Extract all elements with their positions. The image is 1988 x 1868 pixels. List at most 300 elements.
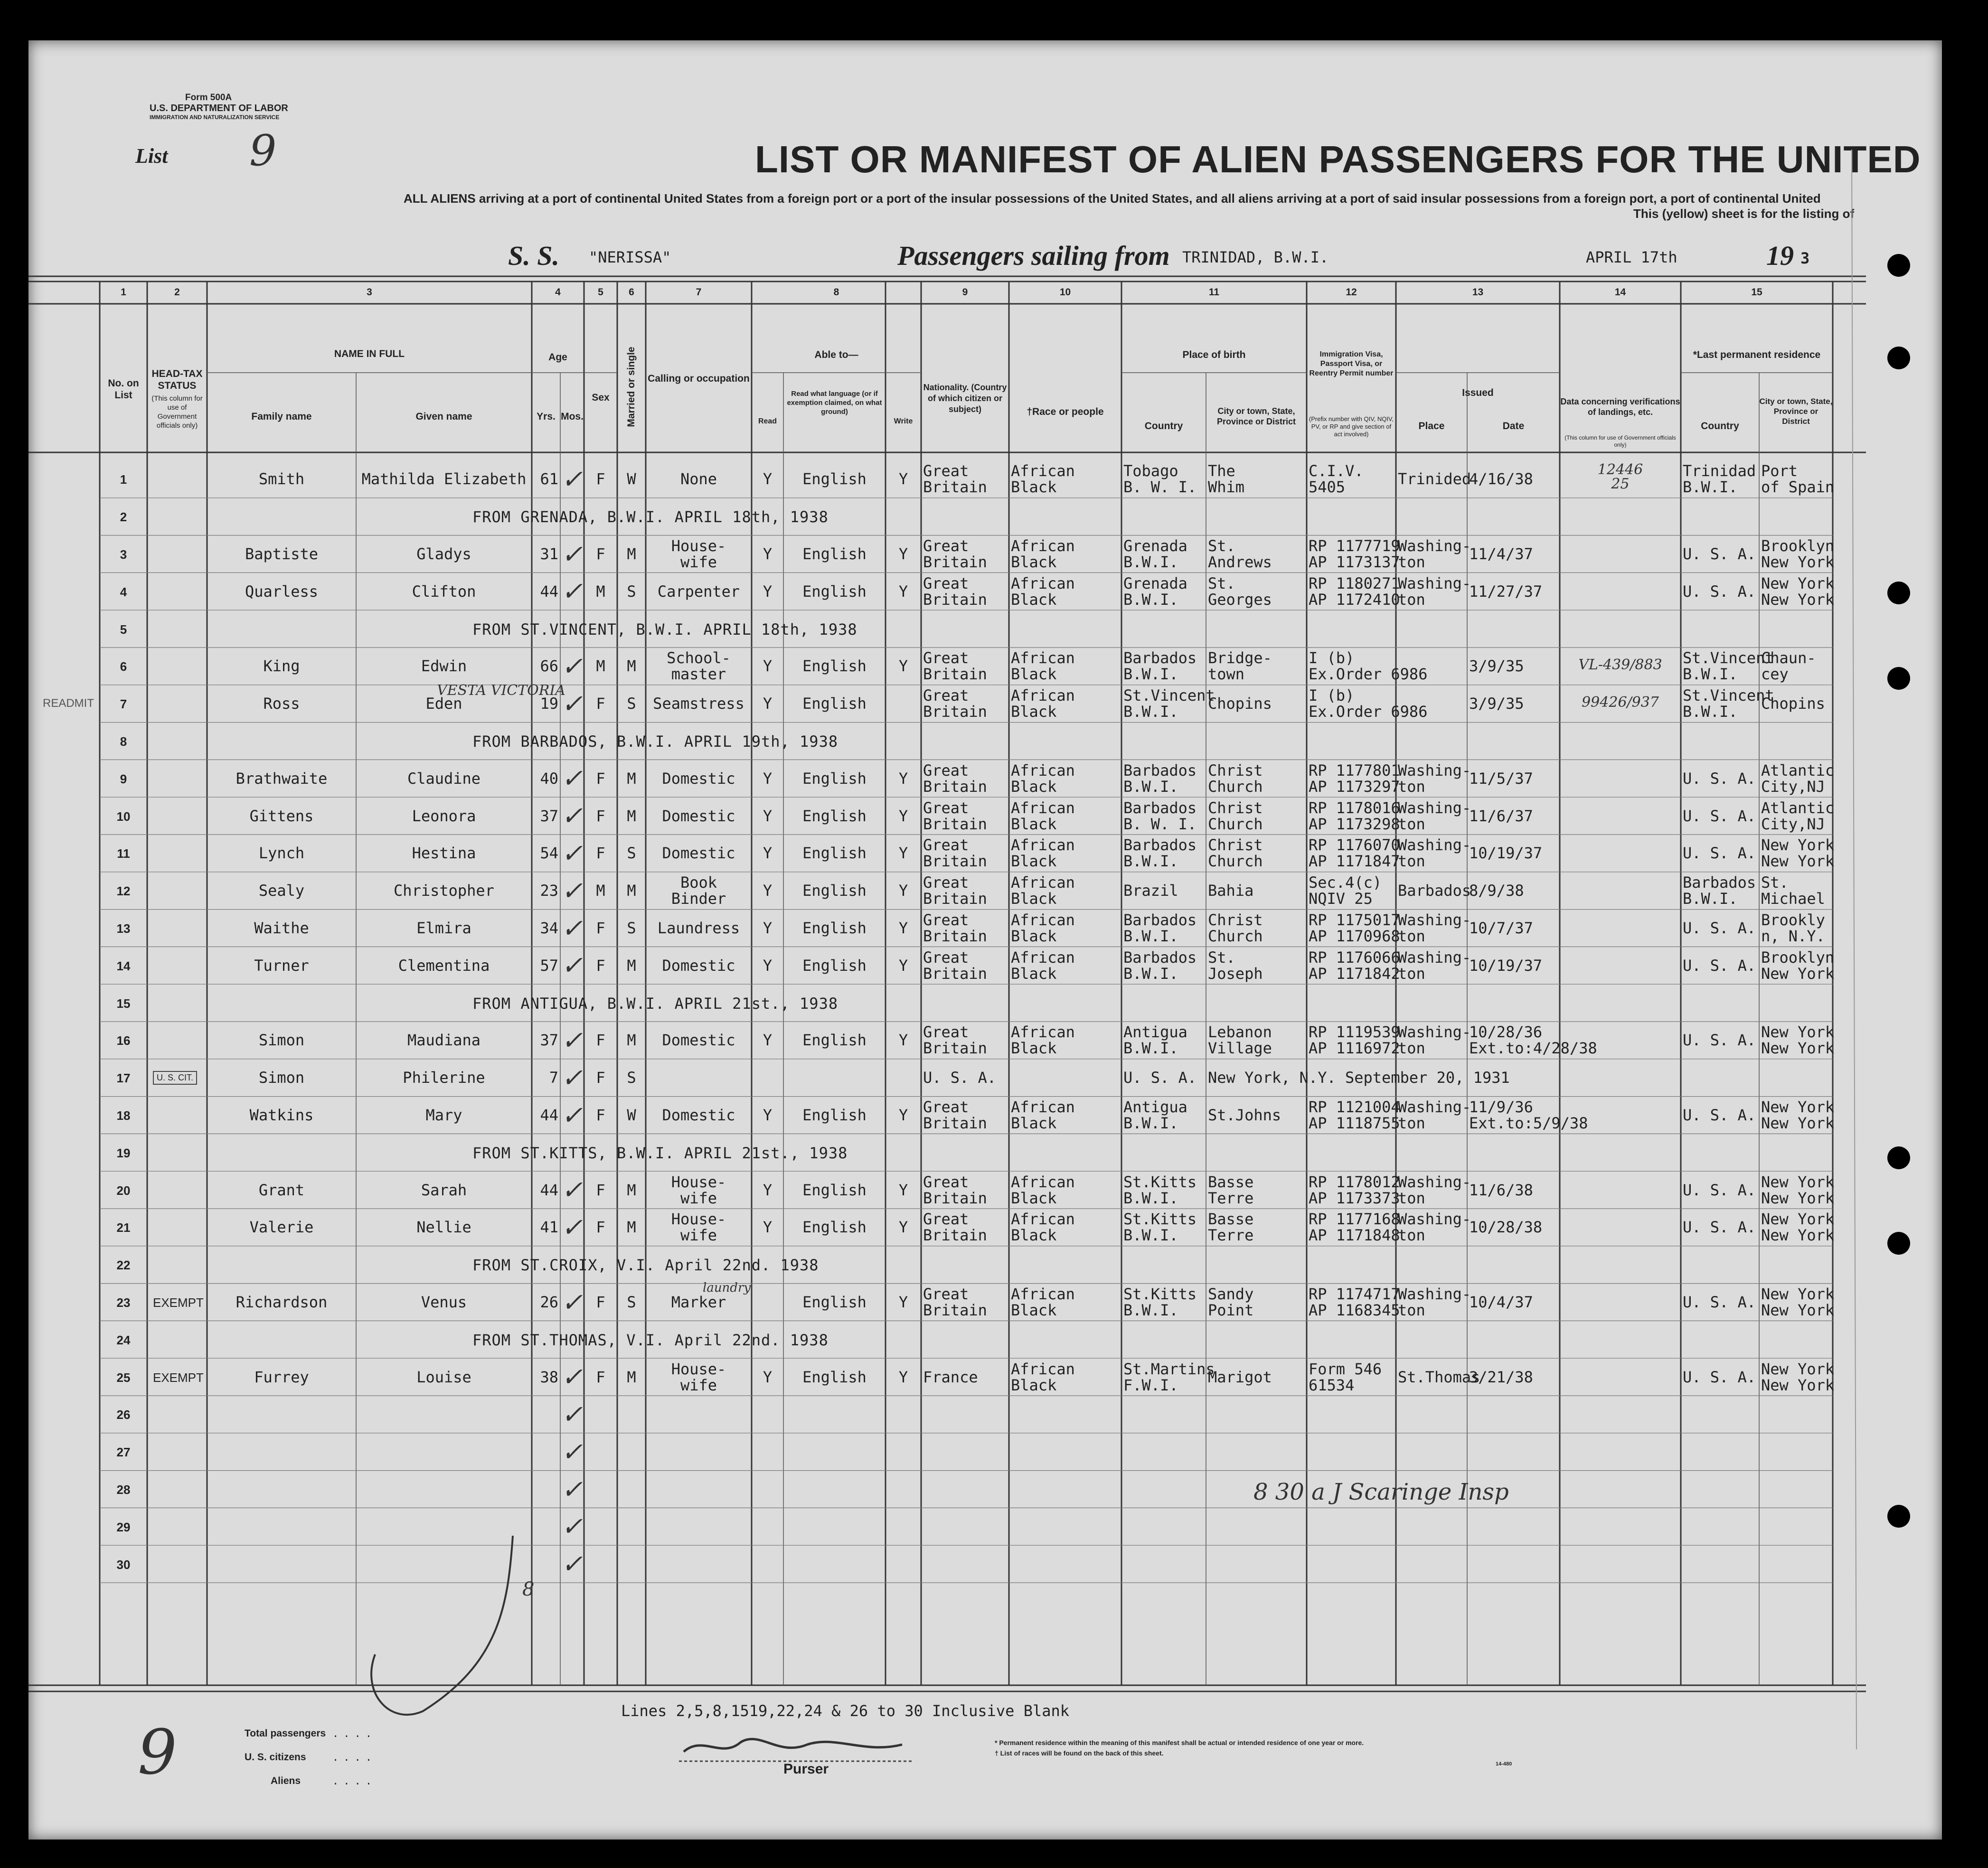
cell-country: St.Kitts B.W.I.	[1123, 1173, 1197, 1207]
cell-visa: RP 1180271 AP 1172410	[1309, 574, 1400, 609]
cell-city: The Whim	[1208, 462, 1245, 497]
column-number: 10	[1059, 287, 1071, 298]
cell-country: Barbados B.W.I.	[1123, 911, 1197, 945]
row-number: 6	[120, 659, 127, 674]
cell-yrs: 57	[540, 956, 558, 975]
cell-lang: English	[802, 582, 867, 601]
exempt-stamp: EXEMPT	[153, 1370, 204, 1385]
cell-occ: House- wife	[671, 537, 726, 571]
cell-family: Watkins	[249, 1106, 314, 1124]
header-place-of-birth: Place of birth	[1182, 349, 1246, 360]
column-number: 8	[833, 287, 839, 298]
sailing-label: Passengers sailing from	[897, 240, 1170, 271]
row-number: 10	[116, 809, 131, 824]
readmit-stamp: READMIT	[43, 697, 94, 710]
cell-given: Mary	[425, 1106, 462, 1124]
cell-place: Washing- ton	[1398, 1210, 1471, 1245]
cell-place: Washing- ton	[1398, 911, 1471, 945]
port-section-heading: FROM BARBADOS, B.W.I. APRIL 19th, 1938	[472, 732, 839, 751]
cell-ms: M	[627, 545, 636, 563]
cell-date: 10/19/37	[1469, 956, 1543, 975]
year-digit: 3	[1800, 249, 1810, 267]
cell-nat: Great Britain	[923, 1285, 987, 1319]
cell-sex: F	[596, 1218, 605, 1237]
cell-family: Ross	[263, 695, 300, 713]
row-number: 20	[116, 1183, 131, 1198]
cell-yrs: 38	[540, 1368, 558, 1386]
cell-lang: English	[802, 919, 867, 937]
cell-nat: Great Britain	[923, 1023, 987, 1058]
cell-nat: Great Britain	[923, 1210, 987, 1245]
cell-res-city: New York New York	[1761, 1285, 1835, 1319]
cell-city: Christ Church	[1208, 798, 1263, 833]
cell-given: Maudiana	[407, 1031, 481, 1050]
cell-country: Antigua B.W.I.	[1123, 1023, 1187, 1058]
cell-visa: I (b) Ex.Order 6986	[1309, 686, 1428, 721]
cell-verif: VL-439/883	[1578, 657, 1662, 674]
cell-lang: English	[802, 657, 867, 676]
cell-visa: I (b) Ex.Order 6986	[1309, 649, 1428, 684]
cell-place: Washing- ton	[1398, 1098, 1471, 1132]
cell-read: Y	[763, 1106, 773, 1124]
row-number: 7	[120, 697, 127, 712]
row-number: 17	[116, 1071, 131, 1086]
cell-family: Waithe	[254, 919, 309, 937]
cell-ms: W	[627, 1106, 636, 1124]
check-mark-icon: ✓	[561, 1474, 583, 1504]
cell-lang: English	[802, 769, 867, 788]
cell-occ: House- wife	[671, 1173, 726, 1207]
cell-yrs: 26	[540, 1293, 558, 1311]
cell-visa: RP 1119539 AP 1116972	[1309, 1023, 1400, 1058]
header-verification: Data concerning verifications of landings, etc.	[1560, 397, 1680, 417]
cell-yrs: 44	[540, 582, 558, 601]
row-number: 2	[120, 510, 127, 525]
row-number: 29	[116, 1520, 131, 1534]
cell-nat: Great Britain	[923, 1173, 987, 1207]
check-mark-icon: ✓	[561, 1175, 583, 1205]
cell-write: Y	[898, 882, 908, 900]
cell-res-city: Chaun- cey	[1761, 649, 1816, 684]
cell-visa: RP 1177168 AP 1171848	[1309, 1210, 1400, 1245]
cell-place: Washing- ton	[1398, 537, 1471, 571]
cell-write: Y	[898, 1293, 908, 1311]
cell-nat: Great Britain	[923, 686, 987, 721]
cell-city: St. Georges	[1208, 574, 1272, 609]
cell-visa: RP 1178016 AP 1173298	[1309, 798, 1400, 833]
row-number: 23	[116, 1295, 131, 1310]
header-write: Write	[894, 417, 913, 425]
cell-visa: RP 1177719 AP 1173137	[1309, 537, 1400, 571]
check-mark-icon: ✓	[561, 801, 583, 831]
cell-res-city: Brookly n, N.Y.	[1761, 911, 1825, 945]
cell-given: Venus	[421, 1293, 467, 1311]
department: U.S. DEPARTMENT OF LABOR	[150, 103, 288, 113]
cell-yrs: 31	[540, 545, 558, 563]
header-visa-note: (Prefix number with QIV, NQIV, PV, or RP and give section of act involved)	[1309, 415, 1394, 438]
cell-write: Y	[898, 470, 908, 488]
cell-race: African Black	[1011, 649, 1075, 684]
check-mark-icon: ✓	[561, 1100, 583, 1130]
cell-race: African Black	[1011, 1173, 1075, 1207]
header-sex: Sex	[592, 392, 610, 403]
row-number: 11	[117, 846, 130, 861]
header-issued-date: Date	[1502, 421, 1525, 432]
row-number: 16	[116, 1033, 131, 1048]
cell-race: African Black	[1011, 686, 1075, 721]
cell-visa: C.I.V. 5405	[1309, 462, 1364, 497]
total-passengers-label: Total passengers	[245, 1728, 326, 1739]
cell-write: Y	[898, 769, 908, 788]
row-number: 13	[116, 921, 131, 936]
cell-race: African Black	[1011, 798, 1075, 833]
column-number: 12	[1346, 287, 1357, 298]
cell-race: African Black	[1011, 537, 1075, 571]
cell-place: Washing- ton	[1398, 1285, 1471, 1319]
check-mark-icon: ✓	[561, 651, 583, 681]
cell-lang: English	[802, 844, 867, 863]
port-section-heading: FROM ST.CROIX, V.I. April 22nd. 1938	[472, 1256, 819, 1275]
cell-given: Nellie	[416, 1218, 471, 1237]
header-yrs: Yrs.	[537, 411, 556, 422]
cell-ms: M	[627, 882, 636, 900]
cell-city: Chopins	[1208, 695, 1272, 713]
cell-date: 11/6/38	[1469, 1181, 1533, 1199]
check-mark-icon: ✓	[561, 576, 583, 607]
row-number: 30	[116, 1557, 131, 1572]
cell-given: Eden	[425, 695, 462, 713]
cell-race: African Black	[1011, 911, 1075, 945]
purser-signature	[28, 40, 1942, 1840]
cell-sex: F	[596, 769, 605, 788]
row-number: 21	[116, 1220, 131, 1235]
cell-res-city: New York New York	[1761, 1023, 1835, 1058]
cell-read: Y	[763, 657, 773, 676]
cell-country: St.Martins F.W.I.	[1123, 1360, 1215, 1394]
cell-race: African Black	[1011, 1098, 1075, 1132]
cell-sex: F	[596, 1031, 605, 1050]
header-no-on-list: No. on List	[108, 378, 139, 401]
cell-given: Edwin	[421, 657, 467, 676]
cell-sex: F	[596, 956, 605, 975]
cell-lang: English	[802, 882, 867, 900]
hand-mark-8: 8	[522, 1578, 535, 1600]
cell-sex: M	[596, 582, 605, 601]
cell-res-country: U. S. A.	[1683, 919, 1756, 937]
cell-occ: Domestic	[662, 807, 735, 825]
cell-city: Basse Terre	[1208, 1173, 1254, 1207]
header-calling: Calling or occupation	[648, 373, 750, 384]
cell-place: Washing- ton	[1398, 836, 1471, 871]
cell-family: Simon	[258, 1069, 305, 1087]
port-section-heading: FROM GRENADA, B.W.I. APRIL 18th, 1938	[472, 508, 829, 526]
cell-res-country: St.Vincent B.W.I.	[1683, 686, 1774, 721]
page-title: LIST OR MANIFEST OF ALIEN PASSENGERS FOR THE UNITED	[755, 138, 1921, 180]
cell-write: Y	[898, 1106, 908, 1124]
cell-res-country: U. S. A.	[1683, 769, 1756, 788]
cell-nat: Great Britain	[923, 537, 987, 571]
cell-res-country: Barbados B.W.I.	[1683, 873, 1756, 908]
cell-date: 10/7/37	[1469, 919, 1533, 937]
cell-occ: School- master	[667, 649, 731, 684]
cell-ms: M	[627, 807, 636, 825]
cell-city: Christ Church	[1208, 911, 1263, 945]
cell-city: Basse Terre	[1208, 1210, 1254, 1245]
cell-res-city: Atlantic City,NJ	[1761, 798, 1835, 833]
cell-ms: M	[627, 769, 636, 788]
cell-occ: Domestic	[662, 1106, 735, 1124]
cell-lang: English	[802, 956, 867, 975]
cell-nat: Great Britain	[923, 574, 987, 609]
cell-res-country: Trinidad B.W.I.	[1683, 462, 1756, 497]
cell-res-country: U. S. A.	[1683, 1293, 1756, 1311]
cell-read: Y	[763, 807, 773, 825]
cell-occ: Seamstress	[653, 695, 744, 713]
cell-country: Grenada B.W.I.	[1123, 574, 1187, 609]
check-mark-icon: ✓	[561, 1025, 583, 1055]
cell-city: St. Joseph	[1208, 948, 1263, 983]
cell-family: Lynch	[258, 844, 305, 863]
cell-place: Washing- ton	[1398, 574, 1471, 609]
cell-visa: RP 1176066 AP 1171842	[1309, 948, 1400, 983]
row-number: 19	[116, 1145, 131, 1160]
cell-res-city: Chopins	[1761, 695, 1825, 713]
cell-date: 10/19/37	[1469, 844, 1543, 863]
cell-place: Washing- ton	[1398, 948, 1471, 983]
cell-ms: M	[627, 1181, 636, 1199]
row-number: 27	[116, 1445, 131, 1460]
row-number: 28	[116, 1483, 131, 1497]
cell-date: 10/28/38	[1469, 1218, 1543, 1237]
exempt-stamp: EXEMPT	[153, 1295, 204, 1310]
header-verification-note: (This column for use of Government officials only)	[1564, 434, 1676, 448]
cell-lang: English	[802, 695, 867, 713]
cell-family: Grant	[258, 1181, 305, 1199]
cell-family: Sealy	[258, 882, 305, 900]
cell-date: 3/9/35	[1469, 657, 1524, 676]
cell-verif: 12446 25	[1597, 461, 1643, 493]
cell-ms: M	[627, 1218, 636, 1237]
cell-family: Simon	[258, 1031, 305, 1050]
cell-race: African Black	[1011, 948, 1075, 983]
cell-res-city: New York New York	[1761, 1098, 1835, 1132]
header-age: Age	[548, 352, 567, 363]
cell-city: Christ Church	[1208, 836, 1263, 871]
cell-ms: M	[627, 956, 636, 975]
aliens-label: Aliens	[271, 1775, 301, 1786]
subtitle-2: This (yellow) sheet is for the listing of	[1633, 207, 1855, 221]
handwritten-annotation: VESTA VICTORIA	[437, 682, 565, 699]
cell-country: Barbados B.W.I.	[1123, 761, 1197, 796]
cell-nat: Great Britain	[923, 1098, 987, 1132]
header-res-city: City or town, State, Province or District	[1759, 397, 1833, 426]
cell-read: Y	[763, 844, 773, 863]
cell-country: Grenada B.W.I.	[1123, 537, 1187, 571]
cell-ms: M	[627, 1031, 636, 1050]
cell-race: African Black	[1011, 1360, 1075, 1394]
cell-visa: RP 1174717 AP 1168345	[1309, 1285, 1400, 1319]
check-mark-icon: ✓	[561, 1212, 583, 1242]
port-section-heading: FROM ST.THOMAS, V.I. April 22nd. 1938	[472, 1331, 829, 1349]
cell-lang: English	[802, 1031, 867, 1050]
cell-res-city: New York New York	[1761, 1173, 1835, 1207]
header-head-tax: HEAD-TAX STATUS	[151, 368, 203, 391]
cell-lang: English	[802, 545, 867, 563]
cell-res-city: New York New York	[1761, 1210, 1835, 1245]
cell-nat: Great Britain	[923, 798, 987, 833]
cell-res-city: Brooklyn New York	[1761, 537, 1835, 571]
check-mark-icon: ✓	[561, 688, 583, 719]
cell-date: 11/5/37	[1469, 769, 1533, 788]
cell-res-city: New York New York	[1761, 1360, 1835, 1394]
header-race: †Race or people	[1027, 406, 1104, 417]
cell-family: Brathwaite	[236, 769, 328, 788]
cell-sex: M	[596, 657, 605, 676]
cell-occ: None	[680, 470, 717, 488]
row-number: 1	[120, 472, 127, 487]
header-last-residence: *Last permanent residence	[1693, 349, 1821, 360]
cell-nat: Great Britain	[923, 462, 987, 497]
cell-country: Brazil	[1123, 882, 1178, 900]
purser-label: Purser	[783, 1761, 829, 1777]
cell-race: African Black	[1011, 574, 1075, 609]
cell-race: African Black	[1011, 1285, 1075, 1319]
cell-family: Richardson	[236, 1293, 328, 1311]
cell-sex: F	[596, 919, 605, 937]
cell-country: St.Kitts B.W.I.	[1123, 1285, 1197, 1319]
cell-date: 11/9/36 Ext.to:5/9/38	[1469, 1098, 1588, 1132]
cell-yrs: 19	[540, 695, 558, 713]
cell-write: Y	[898, 582, 908, 601]
cell-res-city: Port of Spain	[1761, 462, 1835, 497]
cell-visa: Sec.4(c) NQIV 25	[1309, 873, 1382, 908]
cell-ms: S	[627, 844, 636, 863]
form-number: Form 500A	[185, 93, 232, 103]
dot-leader: ....	[332, 1752, 377, 1764]
cell-date: 10/4/37	[1469, 1293, 1533, 1311]
check-mark-icon: ✓	[561, 1062, 583, 1093]
cell-family: Valerie	[249, 1218, 314, 1237]
cell-res-country: U. S. A.	[1683, 582, 1756, 601]
handwritten-annotation: laundry	[703, 1280, 751, 1295]
cell-occ: Domestic	[662, 1031, 735, 1050]
column-number: 6	[629, 287, 634, 298]
header-birth-city: City or town, State, Province or District	[1216, 406, 1296, 426]
header-read-language: Read what language (or if exemption claimed, on what ground)	[787, 390, 882, 416]
column-number: 5	[598, 287, 603, 298]
cell-write: Y	[898, 919, 908, 937]
header-head-tax-note: (This column for use of Government officials only)	[151, 394, 203, 430]
cell-ms: M	[627, 657, 636, 676]
check-mark-icon: ✓	[561, 1362, 583, 1392]
cell-date: 3/21/38	[1469, 1368, 1533, 1386]
column-number: 4	[555, 287, 561, 298]
cell-sex: F	[596, 470, 605, 488]
sailing-port: TRINIDAD, B.W.I.	[1182, 248, 1329, 266]
check-mark-icon: ✓	[561, 1549, 583, 1579]
cell-read: Y	[763, 1218, 773, 1237]
cell-occ: Domestic	[662, 844, 735, 863]
cell-lang: English	[802, 807, 867, 825]
cell-race: African Black	[1011, 462, 1075, 497]
cell-city: Sandy Point	[1208, 1285, 1254, 1319]
cell-yrs: 37	[540, 1031, 558, 1050]
cell-given: Elmira	[416, 919, 471, 937]
cell-write: Y	[898, 1368, 908, 1386]
check-mark-icon: ✓	[561, 875, 583, 906]
list-number: 9	[249, 126, 277, 176]
cell-date: 8/9/38	[1469, 882, 1524, 900]
inspector-signature: 8 30 a J Scaringe Insp	[1253, 1479, 1509, 1505]
cell-given: Gladys	[416, 545, 471, 563]
header-issued: Issued	[1462, 387, 1494, 398]
cell-place: Trinided	[1398, 470, 1471, 488]
cell-family: Smith	[258, 470, 305, 488]
header-given-name: Given name	[415, 411, 472, 422]
cell-given: Sarah	[421, 1181, 467, 1199]
cell-occ: Laundress	[657, 919, 740, 937]
row-number: 3	[120, 547, 127, 562]
row-number: 18	[116, 1108, 131, 1123]
row-number: 24	[116, 1333, 131, 1347]
cell-res-country: U. S. A.	[1683, 844, 1756, 863]
cell-place: Barbados	[1398, 882, 1471, 900]
header-res-country: Country	[1701, 421, 1739, 432]
cell-given: Clifton	[412, 582, 476, 601]
cell-res-country: U. S. A.	[1683, 545, 1756, 563]
cell-place: Washing- ton	[1398, 1023, 1471, 1058]
column-number: 3	[367, 287, 372, 298]
cell-race: African Black	[1011, 873, 1075, 908]
cell-country: Barbados B.W.I.	[1123, 836, 1197, 871]
header-issued-place: Place	[1418, 421, 1445, 432]
row-number: 15	[116, 996, 131, 1011]
cell-nat: Great Britain	[923, 836, 987, 871]
check-mark-icon: ✓	[561, 950, 583, 981]
cell-country: Barbados B.W.I.	[1123, 948, 1197, 983]
check-mark-icon: ✓	[561, 1287, 583, 1317]
cell-occ: Marker	[671, 1293, 726, 1311]
cell-country: St.Kitts B.W.I.	[1123, 1210, 1197, 1245]
cell-sex: F	[596, 1106, 605, 1124]
header-name-in-full: NAME IN FULL	[334, 348, 405, 359]
column-number: 1	[121, 287, 126, 298]
cell-occ: House- wife	[671, 1210, 726, 1245]
cell-ms: S	[627, 695, 636, 713]
dot-leader: ....	[332, 1775, 377, 1787]
footnote-races: † List of races will be found on the back of this sheet.	[995, 1749, 1164, 1757]
header-family-name: Family name	[251, 411, 312, 422]
cell-visa: RP 1177801 AP 1173297	[1309, 761, 1400, 796]
blank-lines-note: Lines 2,5,8,1519,22,24 & 26 to 30 Inclusive Blank	[621, 1702, 1070, 1720]
cell-write: Y	[898, 545, 908, 563]
cell-yrs: 23	[540, 882, 558, 900]
column-number: 11	[1208, 287, 1220, 298]
cell-place: St.Thomas	[1398, 1368, 1480, 1386]
cell-res-city: New York New York	[1761, 836, 1835, 871]
row-number: 4	[120, 584, 127, 599]
ship-name: "NERISSA"	[589, 248, 671, 266]
row-number: 14	[116, 958, 131, 973]
column-number: 2	[174, 287, 180, 298]
cell-sex: F	[596, 807, 605, 825]
cell-city: Bridge- town	[1208, 649, 1272, 684]
port-section-heading: FROM ST.KITTS, B.W.I. APRIL 21st., 1938	[472, 1144, 848, 1162]
cell-occ: House- wife	[671, 1360, 726, 1394]
check-mark-icon: ✓	[561, 1436, 583, 1467]
cell-read: Y	[763, 769, 773, 788]
list-label: List	[135, 144, 168, 168]
